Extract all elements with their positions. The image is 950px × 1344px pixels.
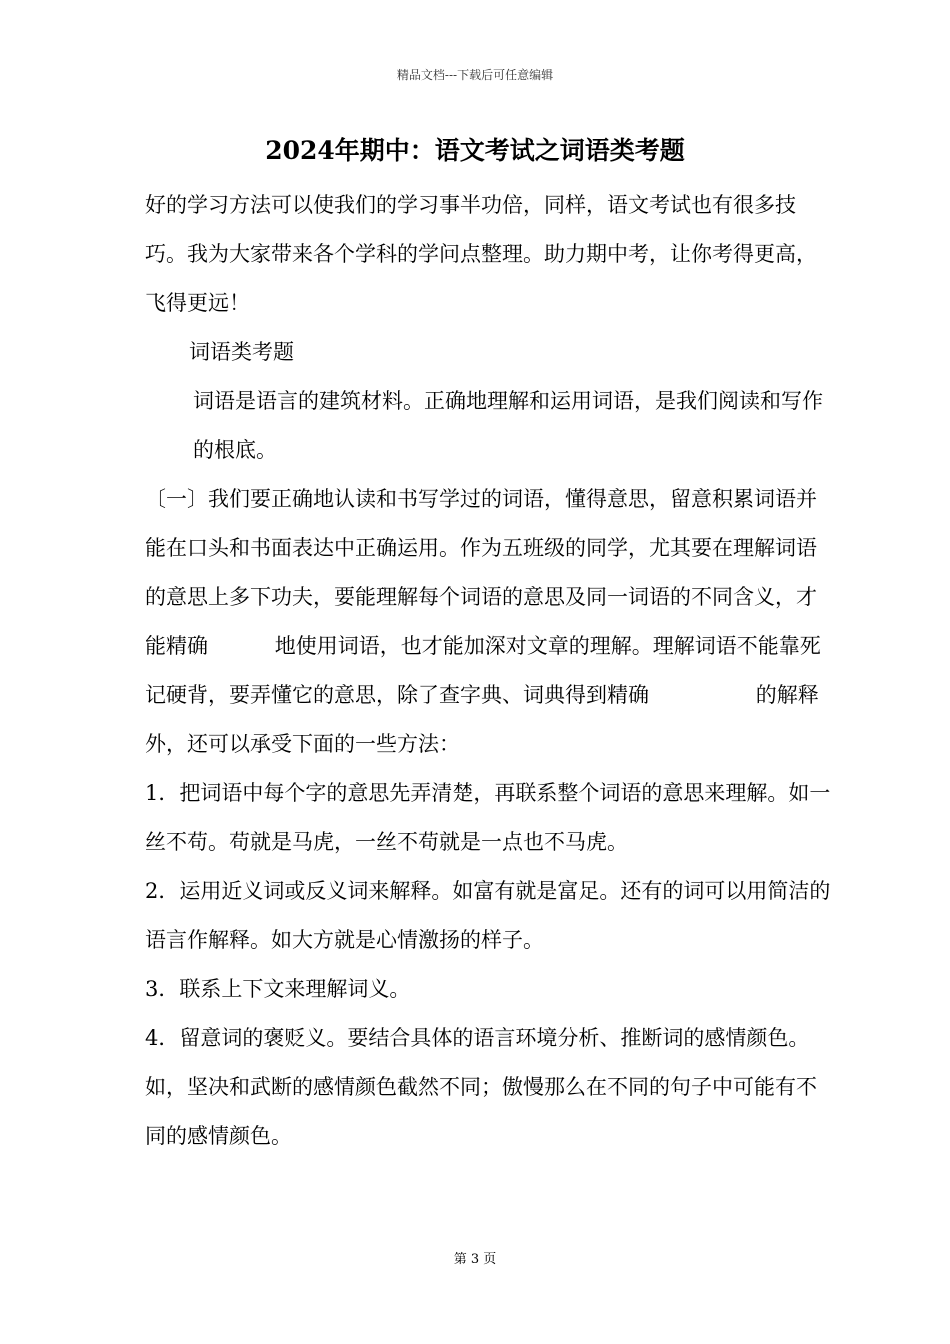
method-item-3: 3．联系上下文来理解词义。 <box>145 977 411 1001</box>
method-item-4: 4．留意词的褒贬义。要结合具体的语言环境分析、推断词的感情颜色。如，坚决和武断的感情颜色截然不同；傲慢那么在不同的句子中可能有不同的感情颜色。 <box>145 1026 817 1148</box>
document-body <box>145 181 835 1161</box>
section-one-paragraph: 〔一〕我们要正确地认读和书写学过的词语，懂得意思，留意积累词语并能在口头和书面表达中正确运用。作为五班级的同学，尤其要在理解词语的意思上多下功夫，要能理解每个词语的意思及同一词语的不同含义，才能精确 地使用词语，也才能加深对文章的理解。理解词语不能靠死记硬背，要弄懂它的意思，除了查字典、词典得到精确 的解释外，还可以承受下面的一些方法： <box>145 487 821 756</box>
page-header: 精品文档---下载后可任意编辑 <box>396 68 554 82</box>
section-subtitle: 词语类考题 <box>189 340 294 364</box>
page-number: 第 3 页 <box>453 1252 497 1267</box>
definition-paragraph: 词语是语言的建筑材料。正确地理解和运用词语，是我们阅读和写作的根底。 <box>193 389 823 462</box>
intro-paragraph: 好的学习方法可以使我们的学习事半功倍，同样，语文考试也有很多技巧。我为大家带来各个学科的学问点整理。助力期中考，让你考得更高，飞得更远！ <box>145 193 817 315</box>
method-item-2: 2．运用近义词或反义词来解释。如富有就是富足。还有的词可以用简洁的语言作解释。如大方就是心情激扬的样子。 <box>145 879 831 952</box>
method-item-1: 1．把词语中每个字的意思先弄清楚，再联系整个词语的意思来理解。如一丝不苟。苟就是马虎，一丝不苟就是一点也不马虎。 <box>145 781 831 854</box>
document-title: 2024年期中：语文考试之词语类考题 <box>265 136 685 165</box>
